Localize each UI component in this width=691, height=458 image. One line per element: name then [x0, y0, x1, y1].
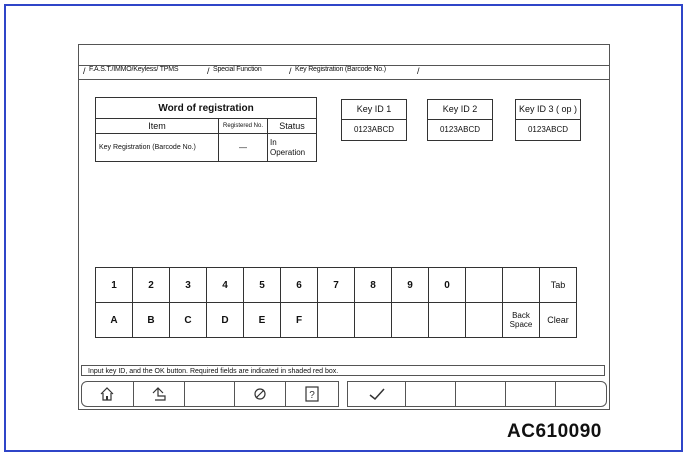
key-blank[interactable] — [466, 268, 503, 303]
toolbar-left — [81, 381, 339, 407]
key-blank[interactable] — [503, 268, 540, 303]
table-title: Word of registration — [96, 98, 317, 119]
tool-icon — [251, 386, 269, 402]
blank-button[interactable] — [506, 382, 556, 406]
blank-button[interactable] — [456, 382, 506, 406]
return-icon — [150, 386, 168, 402]
column-header-registered-no: Registered No. — [219, 119, 268, 134]
status-line: In — [270, 137, 277, 147]
ok-button[interactable] — [348, 382, 406, 406]
home-icon — [99, 386, 115, 402]
key-blank[interactable] — [318, 303, 355, 338]
key-8[interactable]: 8 — [355, 268, 392, 303]
key-0[interactable]: 0 — [429, 268, 466, 303]
key-6[interactable]: 6 — [281, 268, 318, 303]
svg-text:?: ? — [309, 390, 315, 401]
key-backspace[interactable]: Back Space — [503, 303, 540, 338]
blank-button[interactable] — [185, 382, 235, 406]
key-9[interactable]: 9 — [392, 268, 429, 303]
key-blank[interactable] — [429, 303, 466, 338]
key-b[interactable]: B — [133, 303, 170, 338]
return-button[interactable] — [134, 382, 186, 406]
status-message: Input key ID, and the OK button. Required fields are indicated in shaded red box. — [81, 365, 605, 376]
key-id-1-box[interactable] — [341, 99, 407, 141]
key-3[interactable]: 3 — [170, 268, 207, 303]
column-header-item: Item — [96, 119, 219, 134]
key-2[interactable]: 2 — [133, 268, 170, 303]
row-item: Key Registration (Barcode No.) — [96, 134, 219, 162]
ok-check-icon — [368, 387, 386, 401]
breadcrumb-item[interactable]: Special Function — [213, 66, 262, 73]
row-status — [268, 134, 317, 162]
key-id-value[interactable]: 0123ABCD — [353, 125, 395, 134]
toolbar-right — [347, 381, 607, 407]
row-registered-no: — — [219, 134, 268, 162]
title-bar — [79, 45, 609, 66]
key-e[interactable]: E — [244, 303, 281, 338]
status-line: Operation — [270, 147, 306, 157]
key-a[interactable]: A — [96, 303, 133, 338]
key-5[interactable]: 5 — [244, 268, 281, 303]
key-c[interactable]: C — [170, 303, 207, 338]
help-icon — [305, 386, 319, 402]
key-4[interactable]: 4 — [207, 268, 244, 303]
key-id-3-box[interactable] — [515, 99, 581, 141]
registration-table — [95, 97, 317, 162]
blank-button[interactable] — [556, 382, 606, 406]
keypad — [95, 267, 577, 338]
tool-button[interactable] — [235, 382, 287, 406]
key-id-label: Key ID 1 — [342, 100, 406, 120]
breadcrumb-item-current[interactable]: Key Registration (Barcode No.) — [295, 66, 386, 73]
help-button[interactable] — [286, 382, 338, 406]
key-clear[interactable]: Clear — [540, 303, 577, 338]
key-blank[interactable] — [466, 303, 503, 338]
key-id-2-box[interactable] — [427, 99, 493, 141]
key-id-value[interactable]: 0123ABCD — [439, 125, 481, 134]
breadcrumb-item[interactable]: F.A.S.T./IMMO/Keyless/ TPMS — [89, 66, 179, 73]
key-id-value[interactable]: 0123ABCD — [527, 125, 569, 134]
key-d[interactable]: D — [207, 303, 244, 338]
key-id-label: Key ID 2 — [428, 100, 492, 120]
key-blank[interactable] — [392, 303, 429, 338]
diagnostic-screen — [78, 44, 610, 410]
key-f[interactable]: F — [281, 303, 318, 338]
key-id-label: Key ID 3 ( op ) — [516, 100, 580, 120]
blank-button[interactable] — [406, 382, 456, 406]
column-header-status: Status — [268, 119, 317, 134]
figure-code: AC610090 — [507, 421, 602, 442]
key-7[interactable]: 7 — [318, 268, 355, 303]
key-1[interactable]: 1 — [96, 268, 133, 303]
breadcrumb: / F.A.S.T./IMMO/Keyless/ TPMS / Special Function / Key Registration (Barcode No.) / — [79, 65, 609, 80]
key-tab[interactable]: Tab — [540, 268, 577, 303]
key-blank[interactable] — [355, 303, 392, 338]
home-button[interactable] — [82, 382, 134, 406]
